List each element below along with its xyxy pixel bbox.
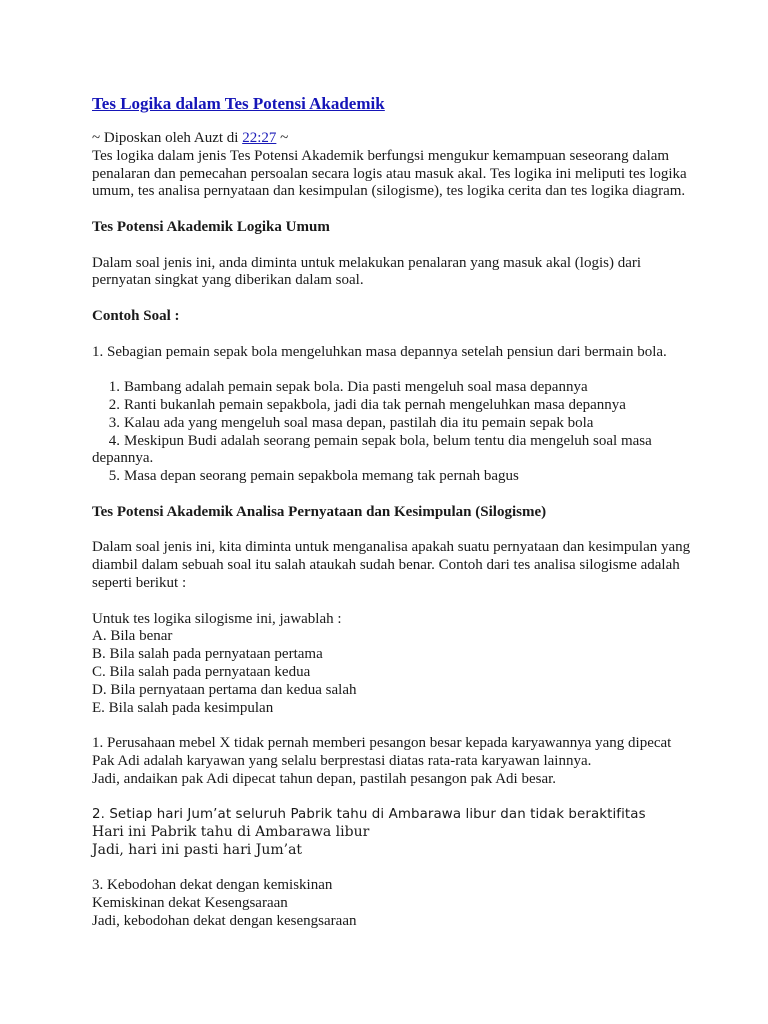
q3-line: 3. Kebodohan dekat dengan kemiskinan bbox=[92, 877, 333, 894]
post-meta-prefix: ~ Diposkan oleh Auzt di bbox=[92, 130, 243, 146]
option-item: 3. Kalau ada yang mengeluh soal masa depan, pastilah dia itu pemain sepak bola bbox=[108, 414, 594, 431]
post-meta-suffix: ~ bbox=[276, 130, 289, 146]
section1-question: 1. Sebagian pemain sepak bola mengeluhkan masa depannya setelah pensiun dari bermain bola. bbox=[92, 343, 667, 360]
answer-intro: Untuk tes logika silogisme ini, jawablah : bbox=[92, 610, 342, 627]
intro-paragraph: Tes logika dalam jenis Tes Potensi Akademik berfungsi mengukur kemampuan seseorang dalam penalaran dan pemecahan persoalan secara logis atau masuk akal. Tes logika ini meliputi tes logika umum, tes analisa pernyataan dan kesimpulan (silogisme), tes logika cerita dan tes logika diagram. bbox=[92, 147, 687, 200]
answer-option: C. Bila salah pada pernyataan kedua bbox=[92, 663, 311, 680]
section2-description: Dalam soal jenis ini, kita diminta untuk menganalisa apakah suatu pernyataan dan kesimpulan yang diambil dalam sebuah soal itu salah ataukah sudah benar. Contoh dari tes analisa silogisme adalah seperti berikut : bbox=[92, 539, 691, 591]
q1-line: Jadi, andaikan pak Adi dipecat tahun depan, pastilah pesangon pak Adi besar. bbox=[92, 770, 557, 787]
post-time-link[interactable]: 22:27 bbox=[242, 130, 277, 146]
answer-option: B. Bila salah pada pernyataan pertama bbox=[92, 646, 323, 663]
section1-heading: Tes Potensi Akademik Logika Umum bbox=[92, 218, 330, 235]
q1-line: Pak Adi adalah karyawan yang selalu berprestasi diatas rata-rata karyawan lainnya. bbox=[92, 752, 592, 769]
q3-line: Kemiskinan dekat Kesengsaraan bbox=[92, 895, 288, 912]
post-meta bbox=[92, 130, 692, 148]
answer-option: E. Bila salah pada kesimpulan bbox=[92, 699, 274, 716]
q2-line: Jadi, hari ini pasti hari Jum’at bbox=[92, 841, 303, 858]
example-heading: Contoh Soal : bbox=[92, 307, 180, 324]
option-item: 1. Bambang adalah pemain sepak bola. Dia pasti mengeluh soal masa depannya bbox=[108, 379, 588, 396]
article-title bbox=[92, 94, 692, 114]
answer-option: A. Bila benar bbox=[92, 628, 173, 645]
q2-line: Hari ini Pabrik tahu di Ambarawa libur bbox=[92, 824, 370, 841]
section2-heading: Tes Potensi Akademik Analisa Pernyataan dan Kesimpulan (Silogisme) bbox=[92, 503, 547, 520]
q1-line: 1. Perusahaan mebel X tidak pernah memberi pesangon besar kepada karyawannya yang dipecat bbox=[92, 735, 672, 752]
option-item: 5. Masa depan seorang pemain sepakbola memang tak pernah bagus bbox=[108, 468, 519, 485]
q3-line: Jadi, kebodohan dekat dengan kesengsaraan bbox=[92, 913, 357, 930]
section1-options bbox=[92, 379, 692, 486]
answer-option: D. Bila pernyataan pertama dan kedua salah bbox=[92, 681, 357, 698]
article-title-link[interactable]: Tes Logika dalam Tes Potensi Akademik bbox=[92, 94, 385, 113]
option-item: 2. Ranti bukanlah pemain sepakbola, jadi dia tak pernah mengeluhkan masa depannya bbox=[108, 396, 626, 413]
section1-description: Dalam soal jenis ini, anda diminta untuk melakukan penalaran yang masuk akal (logis) dari pernyatan singkat yang diberikan dalam soal. bbox=[92, 254, 642, 289]
article bbox=[92, 94, 692, 931]
q2-line: 2. Setiap hari Jum’at seluruh Pabrik tahu di Ambarawa libur dan tidak beraktifitas bbox=[92, 807, 646, 823]
option-item: 4. Meskipun Budi adalah seorang pemain sepak bola, belum tentu dia mengeluh soal masa depannya. bbox=[92, 432, 652, 467]
